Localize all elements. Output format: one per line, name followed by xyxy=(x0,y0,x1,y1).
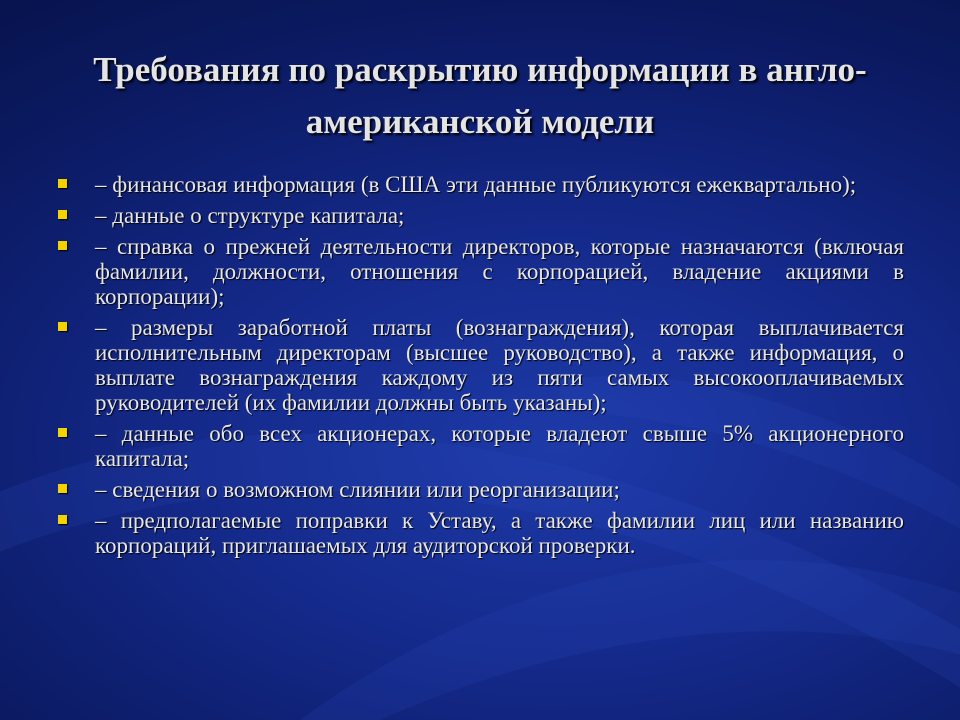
list-item xyxy=(58,508,904,558)
list-item xyxy=(58,234,904,309)
square-bullet-icon xyxy=(58,428,67,437)
bullet-list xyxy=(58,172,904,564)
square-bullet-icon xyxy=(58,210,67,219)
list-item-text: – данные о структуре капитала; xyxy=(95,203,405,228)
list-item-text: – размеры заработной платы (вознаграждения), которая выплачивается исполнительным директорам (высшее руководство), а также информация, о выплате вознаграждения каждому из пяти самых высокооплачиваемых руководителей (их фамилии должны быть указаны); xyxy=(95,315,904,415)
list-item-text: – справка о прежней деятельности директоров, которые назначаются (включая фамилии, должности, отношения с корпорацией, владение акциями в корпорации); xyxy=(95,234,904,309)
square-bullet-icon xyxy=(58,179,67,188)
square-bullet-icon xyxy=(58,484,67,493)
square-bullet-icon xyxy=(58,241,67,250)
slide-title: Требования по раскрытию информации в англо-американской модели xyxy=(93,50,867,141)
list-item-text: – финансовая информация (в США эти данные публикуются ежеквартально); xyxy=(95,172,857,197)
list-item-text: – данные обо всех акционерах, которые владеют свыше 5% акционерного капитала; xyxy=(95,421,904,471)
list-item xyxy=(58,315,904,415)
list-item xyxy=(58,203,904,228)
list-item-text: – предполагаемые поправки к Уставу, а также фамилии лиц или названию корпораций, приглашаемых для аудиторской проверки. xyxy=(95,508,904,558)
list-item-text: – сведения о возможном слиянии или реорганизации; xyxy=(95,477,620,502)
square-bullet-icon xyxy=(58,515,67,524)
list-item xyxy=(58,477,904,502)
square-bullet-icon xyxy=(58,322,67,331)
list-item xyxy=(58,172,904,197)
list-item xyxy=(58,421,904,471)
